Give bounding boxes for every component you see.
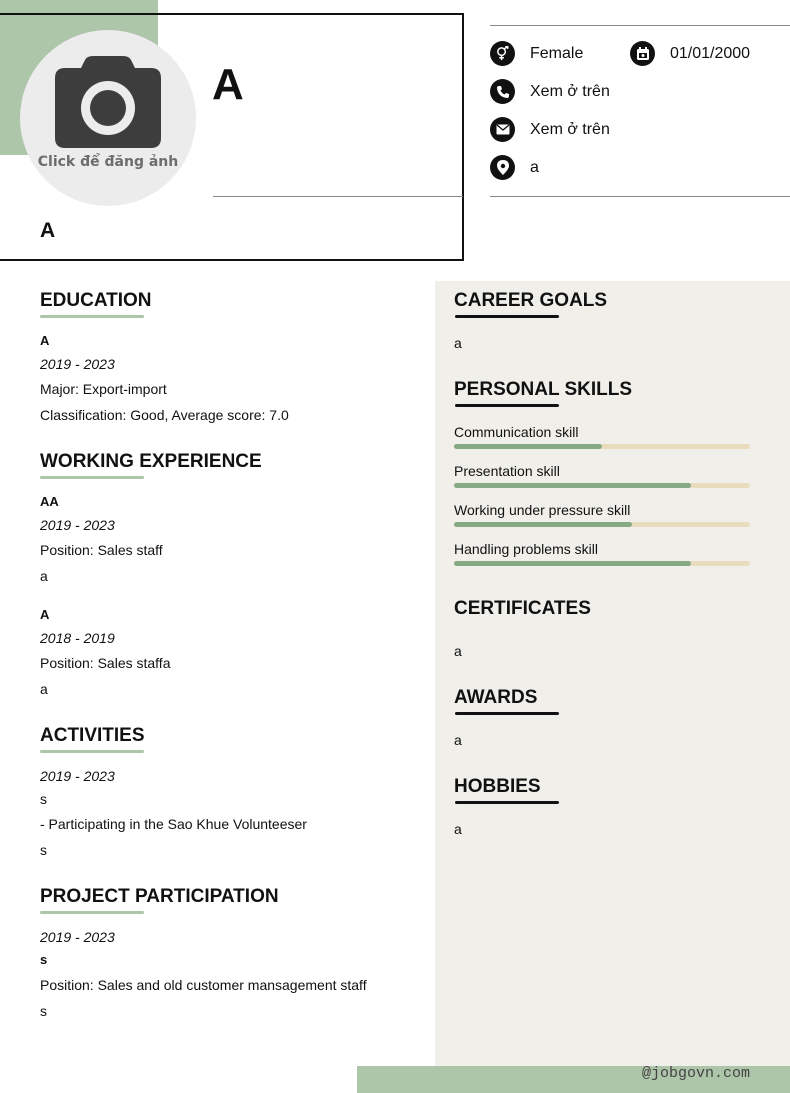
section-underline: [40, 476, 144, 479]
experience-period[interactable]: 2019 - 2023: [40, 517, 115, 533]
section-underline: [455, 712, 559, 715]
skill-bar-fill: [454, 561, 691, 566]
skill-bar-track: [454, 483, 750, 488]
location-pin-icon: [490, 155, 515, 180]
experience-period[interactable]: 2018 - 2019: [40, 630, 115, 646]
email-row: [490, 117, 610, 142]
calendar-icon: [630, 41, 655, 66]
activity-note[interactable]: s: [40, 842, 47, 858]
divider: [490, 196, 790, 197]
skill-label[interactable]: Presentation skill: [454, 463, 560, 479]
certificates-text[interactable]: a: [454, 643, 462, 659]
birthday-value[interactable]: 01/01/2000: [670, 44, 751, 62]
contact-info: [490, 0, 790, 200]
gender-icon: [490, 41, 515, 66]
career-goals-text[interactable]: a: [454, 335, 462, 351]
activity-organization[interactable]: s: [40, 791, 47, 807]
skill-label[interactable]: Communication skill: [454, 424, 579, 440]
watermark: @jobgovn.com: [641, 1065, 750, 1082]
gender-value[interactable]: Female: [530, 44, 584, 62]
education-major[interactable]: Major: Export-import: [40, 381, 167, 397]
project-position[interactable]: Position: Sales and old customer mansagement staff: [40, 977, 367, 993]
divider: [490, 25, 790, 26]
section-underline: [455, 404, 559, 407]
section-title-certificates: CERTIFICATES: [454, 598, 591, 619]
skill-bar-fill: [454, 522, 632, 527]
section-title-activities: ACTIVITIES: [40, 725, 145, 746]
phone-icon: [490, 79, 515, 104]
experience-company[interactable]: A: [40, 607, 50, 622]
section-underline: [455, 315, 559, 318]
section-title-experience: WORKING EXPERIENCE: [40, 451, 262, 472]
school-name[interactable]: A: [40, 333, 50, 348]
phone-value[interactable]: Xem ở trên: [530, 82, 610, 100]
activity-description[interactable]: - Participating in the Sao Khue Voluntee​ser: [40, 816, 307, 832]
phone-row: [490, 79, 610, 104]
experience-description[interactable]: a: [40, 681, 48, 697]
section-title-awards: AWARDS: [454, 687, 538, 708]
avatar-caption: Click để đăng ảnh: [37, 154, 179, 170]
footer-bar: [357, 1066, 790, 1093]
address-value[interactable]: a: [530, 158, 539, 176]
skill-bar-track: [454, 444, 750, 449]
divider: [213, 196, 463, 197]
project-period[interactable]: 2019 - 2023: [40, 929, 115, 945]
section-title-skills: PERSONAL SKILLS: [454, 379, 633, 400]
skill-bar-track: [454, 561, 750, 566]
experience-company[interactable]: AA: [40, 494, 59, 509]
experience-position[interactable]: Position: Sales staffa: [40, 655, 171, 671]
awards-text[interactable]: a: [454, 732, 462, 748]
skill-label[interactable]: Handling problems skill: [454, 541, 598, 557]
camera-icon: [55, 56, 161, 148]
email-value[interactable]: Xem ở trên: [530, 120, 610, 138]
mail-icon: [490, 117, 515, 142]
section-underline: [455, 801, 559, 804]
job-title[interactable]: A: [40, 219, 56, 242]
section-underline: [40, 315, 144, 318]
section-underline: [40, 911, 144, 914]
avatar-upload[interactable]: [20, 30, 196, 206]
section-title-hobbies: HOBBIES: [454, 776, 541, 797]
skill-bar-fill: [454, 483, 691, 488]
birthday-row: [630, 41, 750, 66]
education-classification[interactable]: Classification: Good, Average score: 7.0: [40, 407, 289, 423]
education-period[interactable]: 2019 - 2023: [40, 356, 115, 372]
skill-bar-fill: [454, 444, 602, 449]
skill-label[interactable]: Working under pressure skill: [454, 502, 631, 518]
activity-period[interactable]: 2019 - 2023: [40, 768, 115, 784]
experience-position[interactable]: Position: Sales staff: [40, 542, 163, 558]
section-underline: [40, 750, 144, 753]
skill-bar-track: [454, 522, 750, 527]
hobbies-text[interactable]: a: [454, 821, 462, 837]
section-title-projects: PROJECT PARTICIPATION: [40, 886, 279, 907]
gender-row: [490, 41, 583, 66]
candidate-name[interactable]: A: [212, 60, 244, 109]
section-title-education: EDUCATION: [40, 290, 152, 311]
project-description[interactable]: s: [40, 1003, 47, 1019]
project-name[interactable]: s: [40, 952, 48, 967]
experience-description[interactable]: a: [40, 568, 48, 584]
address-row: [490, 155, 539, 180]
section-title-career-goals: CAREER GOALS: [454, 290, 608, 311]
